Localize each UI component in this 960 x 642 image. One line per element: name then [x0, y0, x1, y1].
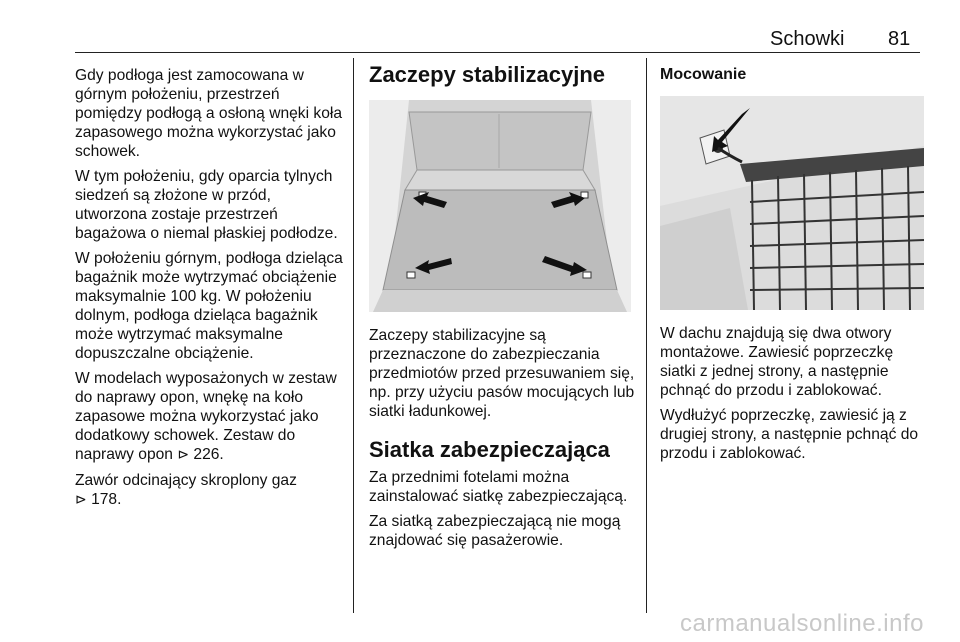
lashing-eyes-text [369, 326, 635, 427]
watermark: carmanualsonline.info [680, 610, 924, 637]
column-1 [75, 66, 347, 516]
header-rule [75, 52, 920, 53]
paragraph: W modelach wyposażonych w zestaw do naprawy opon, wnękę na koło zapasowe można wykorzystać jako dodatkowy schowek. Zestaw do naprawy opon ⊳ 226. [75, 370, 337, 463]
section-heading-mounting: Mocowanie [660, 66, 747, 83]
page-header-title: Schowki [770, 28, 845, 50]
page-number: 81 [888, 28, 911, 50]
mounting-text [660, 324, 926, 469]
paragraph: W tym położeniu, gdy oparcia tylnych siedzeń są złożone w przód, utworzona zostaje przestrzeń bagażowa o niemal płaskiej podłodze. [75, 168, 338, 242]
paragraph: W dachu znajdują się dwa otwory montażowe. Zawiesić poprzeczkę siatki z jednej strony, a następnie pchnąć do przodu i zablokować. [660, 325, 894, 399]
paragraph: Gdy podłoga jest zamocowana w górnym położeniu, przestrzeń pomiędzy podłogą a osłoną wnęki koła zapasowego można wykorzystać jako schowek. [75, 67, 342, 160]
paragraph: Za siatką zabezpieczającą nie mogą znajdować się pasażerowie. [369, 513, 621, 549]
paragraph: Wydłużyć poprzeczkę, zawiesić ją z drugiej strony, a następnie pchnąć do przodu i zablokować. [660, 407, 919, 462]
paragraph: Za przednimi fotelami można zainstalować siatkę zabezpieczającą. [369, 469, 628, 505]
safety-net-text [369, 468, 635, 556]
column-divider-left [353, 58, 354, 613]
lashing-eyes-illustration [369, 100, 631, 312]
section-heading-lashing-eyes: Zaczepy stabilizacyjne [369, 62, 605, 87]
section-heading-safety-net: Siatka zabezpieczająca [369, 437, 610, 462]
page-ref-link[interactable]: 226. [193, 446, 224, 463]
paragraph: W położeniu górnym, podłoga dzieląca bagażnik może wytrzymać obciążenie maksymalnie 100 kg. W położeniu dolnym, podłoga dzieląca bagażnik może wytrzymać maksymalne dopuszczalne obciążenie. [75, 250, 343, 362]
page-ref-link[interactable]: 178. [91, 491, 122, 508]
paragraph: Zaczepy stabilizacyjne są przeznaczone do zabezpieczania przedmiotów przed przesuwaniem się, np. przy użyciu pasów mocujących lub siatki ładunkowej. [369, 327, 635, 420]
page-ref-icon: ⊳ [75, 492, 87, 508]
page-ref-icon: ⊳ [177, 447, 190, 463]
column-divider-right [646, 58, 647, 613]
paragraph: Zawór odcinający skroplony gaz ⊳ 178. [75, 472, 297, 508]
net-mounting-illustration [660, 96, 924, 310]
